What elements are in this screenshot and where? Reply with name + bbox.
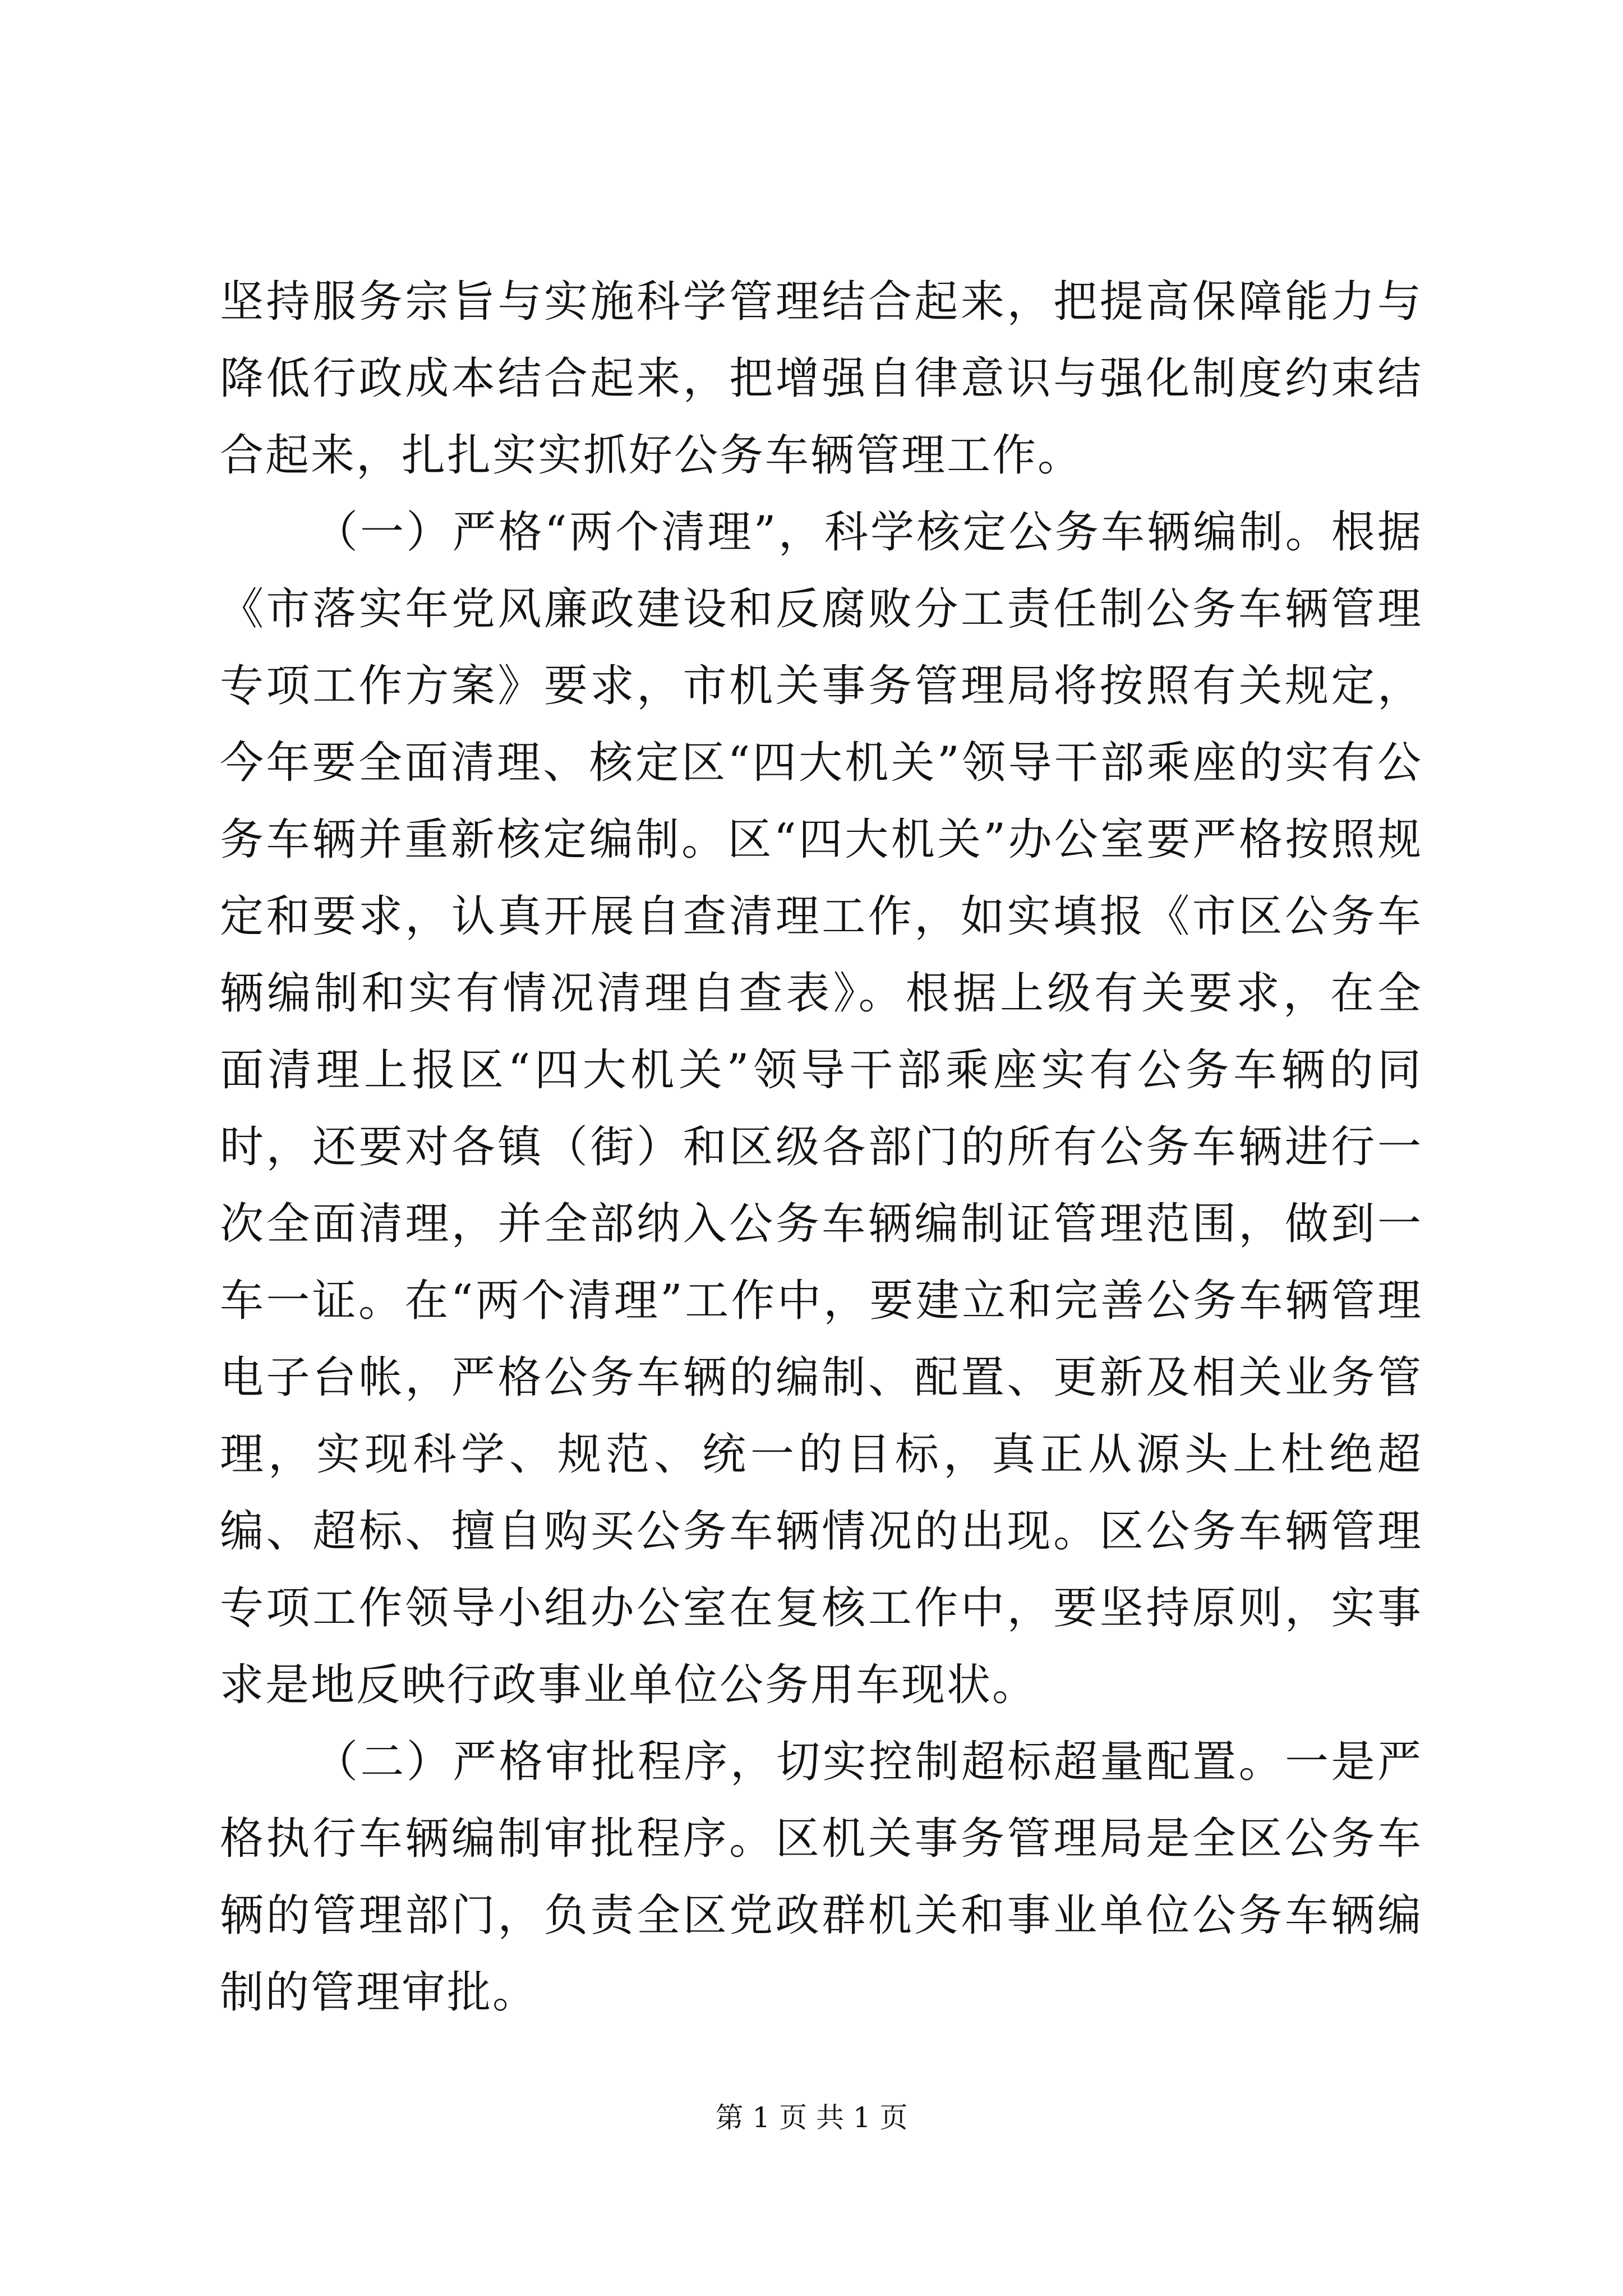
paragraph-section-two: （二）严格审批程序，切实控制超标超量配置。一是严格执行车辆编制审批程序。区机关事务管理局是全区公务车辆的管理部门，负责全区党政群机关和事业单位公务车辆编制的管理审批。 [220, 1737, 1423, 2018]
document-body [220, 264, 1423, 2031]
paragraph-section-one: （一）严格“两个清理”，科学核定公务车辆编制。根据《市落实年党风廉政建设和反腐败分工责任制公务车辆管理专项工作方案》要求，市机关事务管理局将按照有关规定，今年要全面清理、核定区“四大机关”领导干部乘座的实有公务车辆并重新核定编制。区“四大机关”办公室要严格按照规定和要求，认真开展自查清理工作，如实填报《市区公务车辆编制和实有情况清理自查表》。根据上级有关要求，在全面清理上报区“四大机关”领导干部乘座实有公务车辆的同时，还要对各镇（街）和区级各部门的所有公务车辆进行一次全面清理，并全部纳入公务车辆编制证管理范围，做到一车一证。在“两个清理”工作中，要建立和完善公务车辆管理电子台帐，严格公务车辆的编制、配置、更新及相关业务管理，实现科学、规范、统一的目标，真正从源头上杜绝超编、超标、擅自购买公务车辆情况的出现。区公务车辆管理专项工作领导小组办公室在复核工作中，要坚持原则，实事求是地反映行政事业单位公务用车现状。 [220, 507, 1423, 1710]
page-number-footer: 第 1 页 共 1 页 [715, 2101, 908, 2134]
paragraph-continuation: 坚持服务宗旨与实施科学管理结合起来，把提高保障能力与降低行政成本结合起来，把增强自律意识与强化制度约束结合起来，扎扎实实抓好公务车辆管理工作。 [220, 277, 1423, 481]
